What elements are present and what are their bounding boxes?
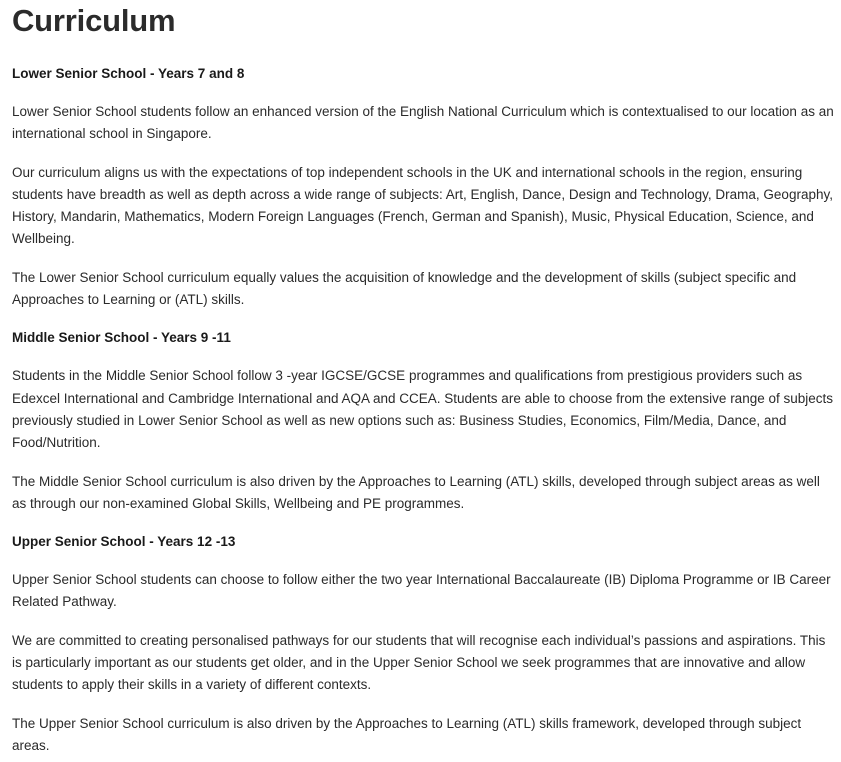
paragraph: Students in the Middle Senior School follow 3 -year IGCSE/GCSE programmes and qualifications from prestigious providers such as Edexcel International and Cambridge International and AQA and CCEA. Students are able to choose from the extensive range of subjects previously studied in Lower Senior School as well as new options such as: Business Studies, Economics, Film/Media, Dance, and Food/Nutrition. bbox=[12, 368, 834, 451]
paragraph: Upper Senior School students can choose to follow either the two year International Baccalaureate (IB) Diploma Programme or IB Career Related Pathway. bbox=[12, 572, 831, 610]
paragraph: The Upper Senior School curriculum is also driven by the Approaches to Learning (ATL) skills framework, developed through subject areas. bbox=[12, 715, 802, 753]
section-heading: Lower Senior School - Years 7 and 8 bbox=[12, 66, 245, 81]
paragraph: We are committed to creating personalised pathways for our students that will recognise each individual’s passions and aspirations. This is particularly important as our students get older, and in the Upper Senior School we seek programmes that are innovative and allow students to apply their skills in a variety of different contexts. bbox=[12, 632, 826, 693]
paragraph: Lower Senior School students follow an enhanced version of the English National Curriculum which is contextualised to our location as an international school in Singapore. bbox=[12, 104, 834, 142]
paragraph: Our curriculum aligns us with the expectations of top independent schools in the UK and international schools in the region, ensuring students have breadth as well as depth across a wide range of subjects: Art, English, Dance, Design and Technology, Drama, Geography, History, Mandarin, Mathematics, Modern Foreign Languages (French, German and Spanish), Music, Physical Education, Science, and Wellbeing. bbox=[12, 164, 833, 247]
page-title: Curriculum bbox=[12, 3, 176, 38]
section-lower-senior-school bbox=[12, 63, 835, 327]
paragraph: The Lower Senior School curriculum equally values the acquisition of knowledge and the development of skills (subject specific and Approaches to Learning or (ATL) skills. bbox=[12, 269, 797, 308]
section-middle-senior-school bbox=[12, 327, 835, 531]
section-heading: Middle Senior School - Years 9 -11 bbox=[12, 330, 231, 346]
paragraph: The Middle Senior School curriculum is also driven by the Approaches to Learning (ATL) skills, developed through subject areas as well as through our non-examined Global Skills, Wellbeing and PE programmes. bbox=[12, 473, 820, 511]
section-upper-senior-school bbox=[12, 531, 835, 757]
section-heading: Upper Senior School - Years 12 -13 bbox=[12, 534, 236, 550]
